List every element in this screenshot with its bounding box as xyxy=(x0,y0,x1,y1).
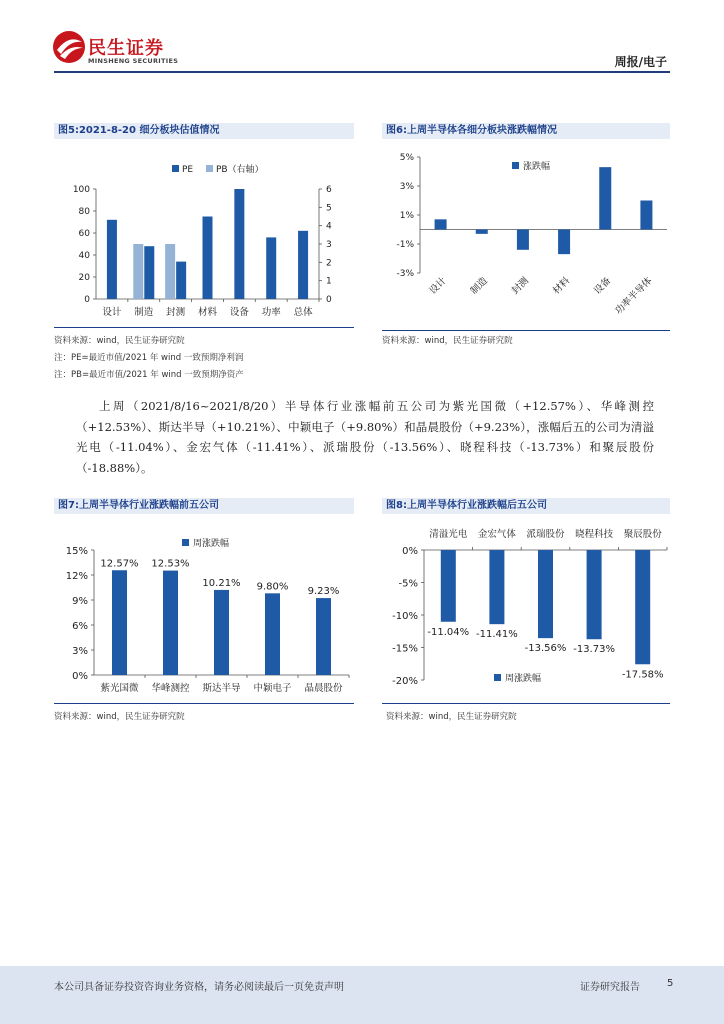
data-label: 9.80% xyxy=(256,581,289,593)
x-tick-label: 材料 xyxy=(550,275,573,297)
y2-tick-label: 3 xyxy=(326,240,332,250)
x-tick-label: 金宏气体 xyxy=(477,529,516,540)
header-divider xyxy=(54,71,670,73)
bar xyxy=(517,230,529,250)
fig7-divider xyxy=(54,703,354,704)
legend-swatch xyxy=(512,162,519,169)
bar xyxy=(538,550,553,638)
document-type: 周报/电子 xyxy=(614,55,667,69)
fig6-title: 图6:上周半导体各细分板块涨跌幅情况 xyxy=(382,123,670,139)
y-tick-label: 0 xyxy=(84,295,90,305)
y2-tick-label: 6 xyxy=(326,185,332,195)
bar xyxy=(599,167,611,229)
y-tick-label: 1% xyxy=(399,211,414,221)
y2-tick-label: 0 xyxy=(326,295,332,305)
x-tick-label: 材料 xyxy=(197,307,218,318)
x-tick-label: 派瑞股份 xyxy=(526,529,565,540)
y-tick-label: 0% xyxy=(72,671,88,682)
fig5-pe-note: 注：PE=最近市值/2021 年 wind 一致预期净利润 xyxy=(54,353,244,363)
data-label: 12.57% xyxy=(100,558,139,570)
x-tick-label: 聚辰股份 xyxy=(623,529,662,540)
data-label: -13.73% xyxy=(573,644,615,656)
fig5-source-note: 资料来源：wind，民生证券研究院 xyxy=(54,336,185,346)
x-tick-label: 紫光国微 xyxy=(100,683,139,694)
data-label: -17.58% xyxy=(621,669,664,681)
y2-tick-label: 1 xyxy=(326,276,332,287)
legend-swatch xyxy=(494,674,501,681)
bar xyxy=(489,550,504,624)
legend-label-pb: PB（右轴） xyxy=(216,165,264,175)
fig7-source-note: 资料来源：wind，民生证券研究院 xyxy=(54,712,185,722)
x-tick-label: 晓程科技 xyxy=(575,529,614,540)
fig5-chart xyxy=(54,142,354,324)
y-tick-label: 80 xyxy=(78,207,90,217)
data-label: -13.56% xyxy=(524,643,567,655)
brand-logo-icon xyxy=(52,30,86,64)
fig6-chart xyxy=(382,142,670,328)
x-tick-label: 设备 xyxy=(229,307,249,318)
y-tick-label: 40 xyxy=(78,251,90,261)
y2-tick-label: 5 xyxy=(326,203,332,214)
fig6-source-note: 资料来源：wind，民生证券研究院 xyxy=(382,336,513,346)
x-tick-label: 晶晨股份 xyxy=(304,683,343,694)
legend-label: 涨跌幅 xyxy=(523,162,551,172)
y-tick-label: -15% xyxy=(392,643,418,655)
y-tick-label: 15% xyxy=(65,546,88,557)
bar xyxy=(558,230,570,255)
page-header xyxy=(0,0,724,80)
bar-pe xyxy=(176,262,186,299)
bar xyxy=(265,593,280,675)
fig8-title: 图8:上周半导体行业涨跌幅后五公司 xyxy=(382,498,670,514)
y-tick-label: 60 xyxy=(78,229,90,239)
bar xyxy=(163,571,178,675)
y-tick-label: 20 xyxy=(78,273,90,283)
data-label: 9.23% xyxy=(307,586,340,598)
legend-label: 周涨跌幅 xyxy=(505,674,542,684)
x-tick-label: 总体 xyxy=(293,307,313,318)
legend-label: 周涨跌幅 xyxy=(193,539,230,549)
bar-pe xyxy=(298,231,308,299)
fig8-source-note: 资料来源：wind，民生证券研究院 xyxy=(386,712,517,722)
bar-pb xyxy=(133,244,143,299)
bar xyxy=(441,550,456,622)
y-tick-label: 12% xyxy=(65,571,88,582)
y-tick-label: 9% xyxy=(72,596,88,607)
x-tick-label: 设备 xyxy=(592,275,614,297)
fig7-chart xyxy=(54,517,354,701)
legend-swatch xyxy=(182,539,189,546)
fig6-divider xyxy=(382,330,670,331)
bar xyxy=(316,598,331,675)
y2-tick-label: 2 xyxy=(326,258,332,269)
summary-paragraph: 上周（2021/8/16~2021/8/20）半导体行业涨幅前五公司为紫光国微（+12.57%）、华峰测控（+12.53%）、斯达半导（+10.21%）、中颖电子（+9.80%）和晶晨股份（+9.23%），涨幅后五的公司为清溢光电（-11.04%）、金宏气体（-11.41%）、派瑞股份（-13.56%）、晓程科技（-13.73%）和聚辰股份（-18.88%）。 xyxy=(76,399,654,475)
x-tick-label: 中颖电子 xyxy=(253,683,292,694)
fig7-title: 图7:上周半导体行业涨跌幅前五公司 xyxy=(54,498,354,514)
fig5-divider xyxy=(54,327,354,328)
y-tick-label: -20% xyxy=(392,676,418,687)
fig5-pb-note: 注：PB=最近市值/2021 年 wind 一致预期净资产 xyxy=(54,370,244,380)
x-tick-label: 清溢光电 xyxy=(429,529,468,540)
brand-logo xyxy=(52,30,192,74)
legend-swatch-pb xyxy=(206,165,213,172)
x-tick-label: 封测 xyxy=(509,275,532,297)
x-tick-label: 制造 xyxy=(468,275,490,297)
bar-pe xyxy=(234,189,244,299)
y-tick-label: -1% xyxy=(396,240,414,250)
footer-disclaimer: 本公司具备证券投资咨询业务资格，请务必阅读最后一页免责声明 xyxy=(54,982,344,993)
bar-pe xyxy=(203,217,213,300)
page-footer xyxy=(0,966,724,1024)
y-tick-label: 3% xyxy=(399,182,414,192)
x-tick-label: 制造 xyxy=(134,307,154,318)
brand-name-en: MINSHENG SECURITIES xyxy=(88,57,179,65)
page-number: 5 xyxy=(667,978,674,989)
bar-pe xyxy=(107,220,117,299)
y-tick-label: 6% xyxy=(72,621,88,632)
x-tick-label: 华峰测控 xyxy=(151,683,190,694)
bar xyxy=(112,570,127,675)
y2-tick-label: 4 xyxy=(326,221,332,232)
fig8-divider xyxy=(382,703,670,704)
bar-pe xyxy=(266,237,276,299)
y-tick-label: -5% xyxy=(398,578,418,590)
bar xyxy=(635,550,650,664)
bar xyxy=(435,219,447,229)
y-tick-label: 3% xyxy=(72,646,88,657)
data-label: -11.41% xyxy=(476,629,518,641)
y-tick-label: -3% xyxy=(396,269,414,279)
x-tick-label: 斯达半导 xyxy=(202,683,241,694)
x-tick-label: 设计 xyxy=(427,275,449,297)
y-tick-label: 5% xyxy=(399,153,414,163)
x-tick-label: 封测 xyxy=(166,307,186,318)
data-label: 12.53% xyxy=(151,558,190,570)
y-tick-label: 0% xyxy=(402,546,418,557)
data-label: -11.04% xyxy=(427,626,470,638)
bar xyxy=(587,550,602,639)
x-tick-label: 功率半导体 xyxy=(613,275,655,317)
bar xyxy=(476,230,488,234)
data-label: 10.21% xyxy=(202,577,241,589)
bar-pe xyxy=(144,246,154,299)
legend-label-pe: PE xyxy=(182,165,194,175)
bar xyxy=(640,201,652,230)
brand-name-cn: 民生证券 xyxy=(88,38,164,59)
x-tick-label: 功率 xyxy=(261,307,281,318)
y-tick-label: -10% xyxy=(392,611,418,622)
fig5-title: 图5:2021-8-20 细分板块估值情况 xyxy=(54,123,354,139)
y-tick-label: 100 xyxy=(72,185,90,195)
x-tick-label: 设计 xyxy=(102,307,122,318)
legend-swatch-pe xyxy=(172,165,179,172)
bar xyxy=(214,590,229,675)
fig8-chart xyxy=(382,517,670,701)
bar-pb xyxy=(165,244,175,299)
footer-report-type: 证券研究报告 xyxy=(580,982,640,993)
